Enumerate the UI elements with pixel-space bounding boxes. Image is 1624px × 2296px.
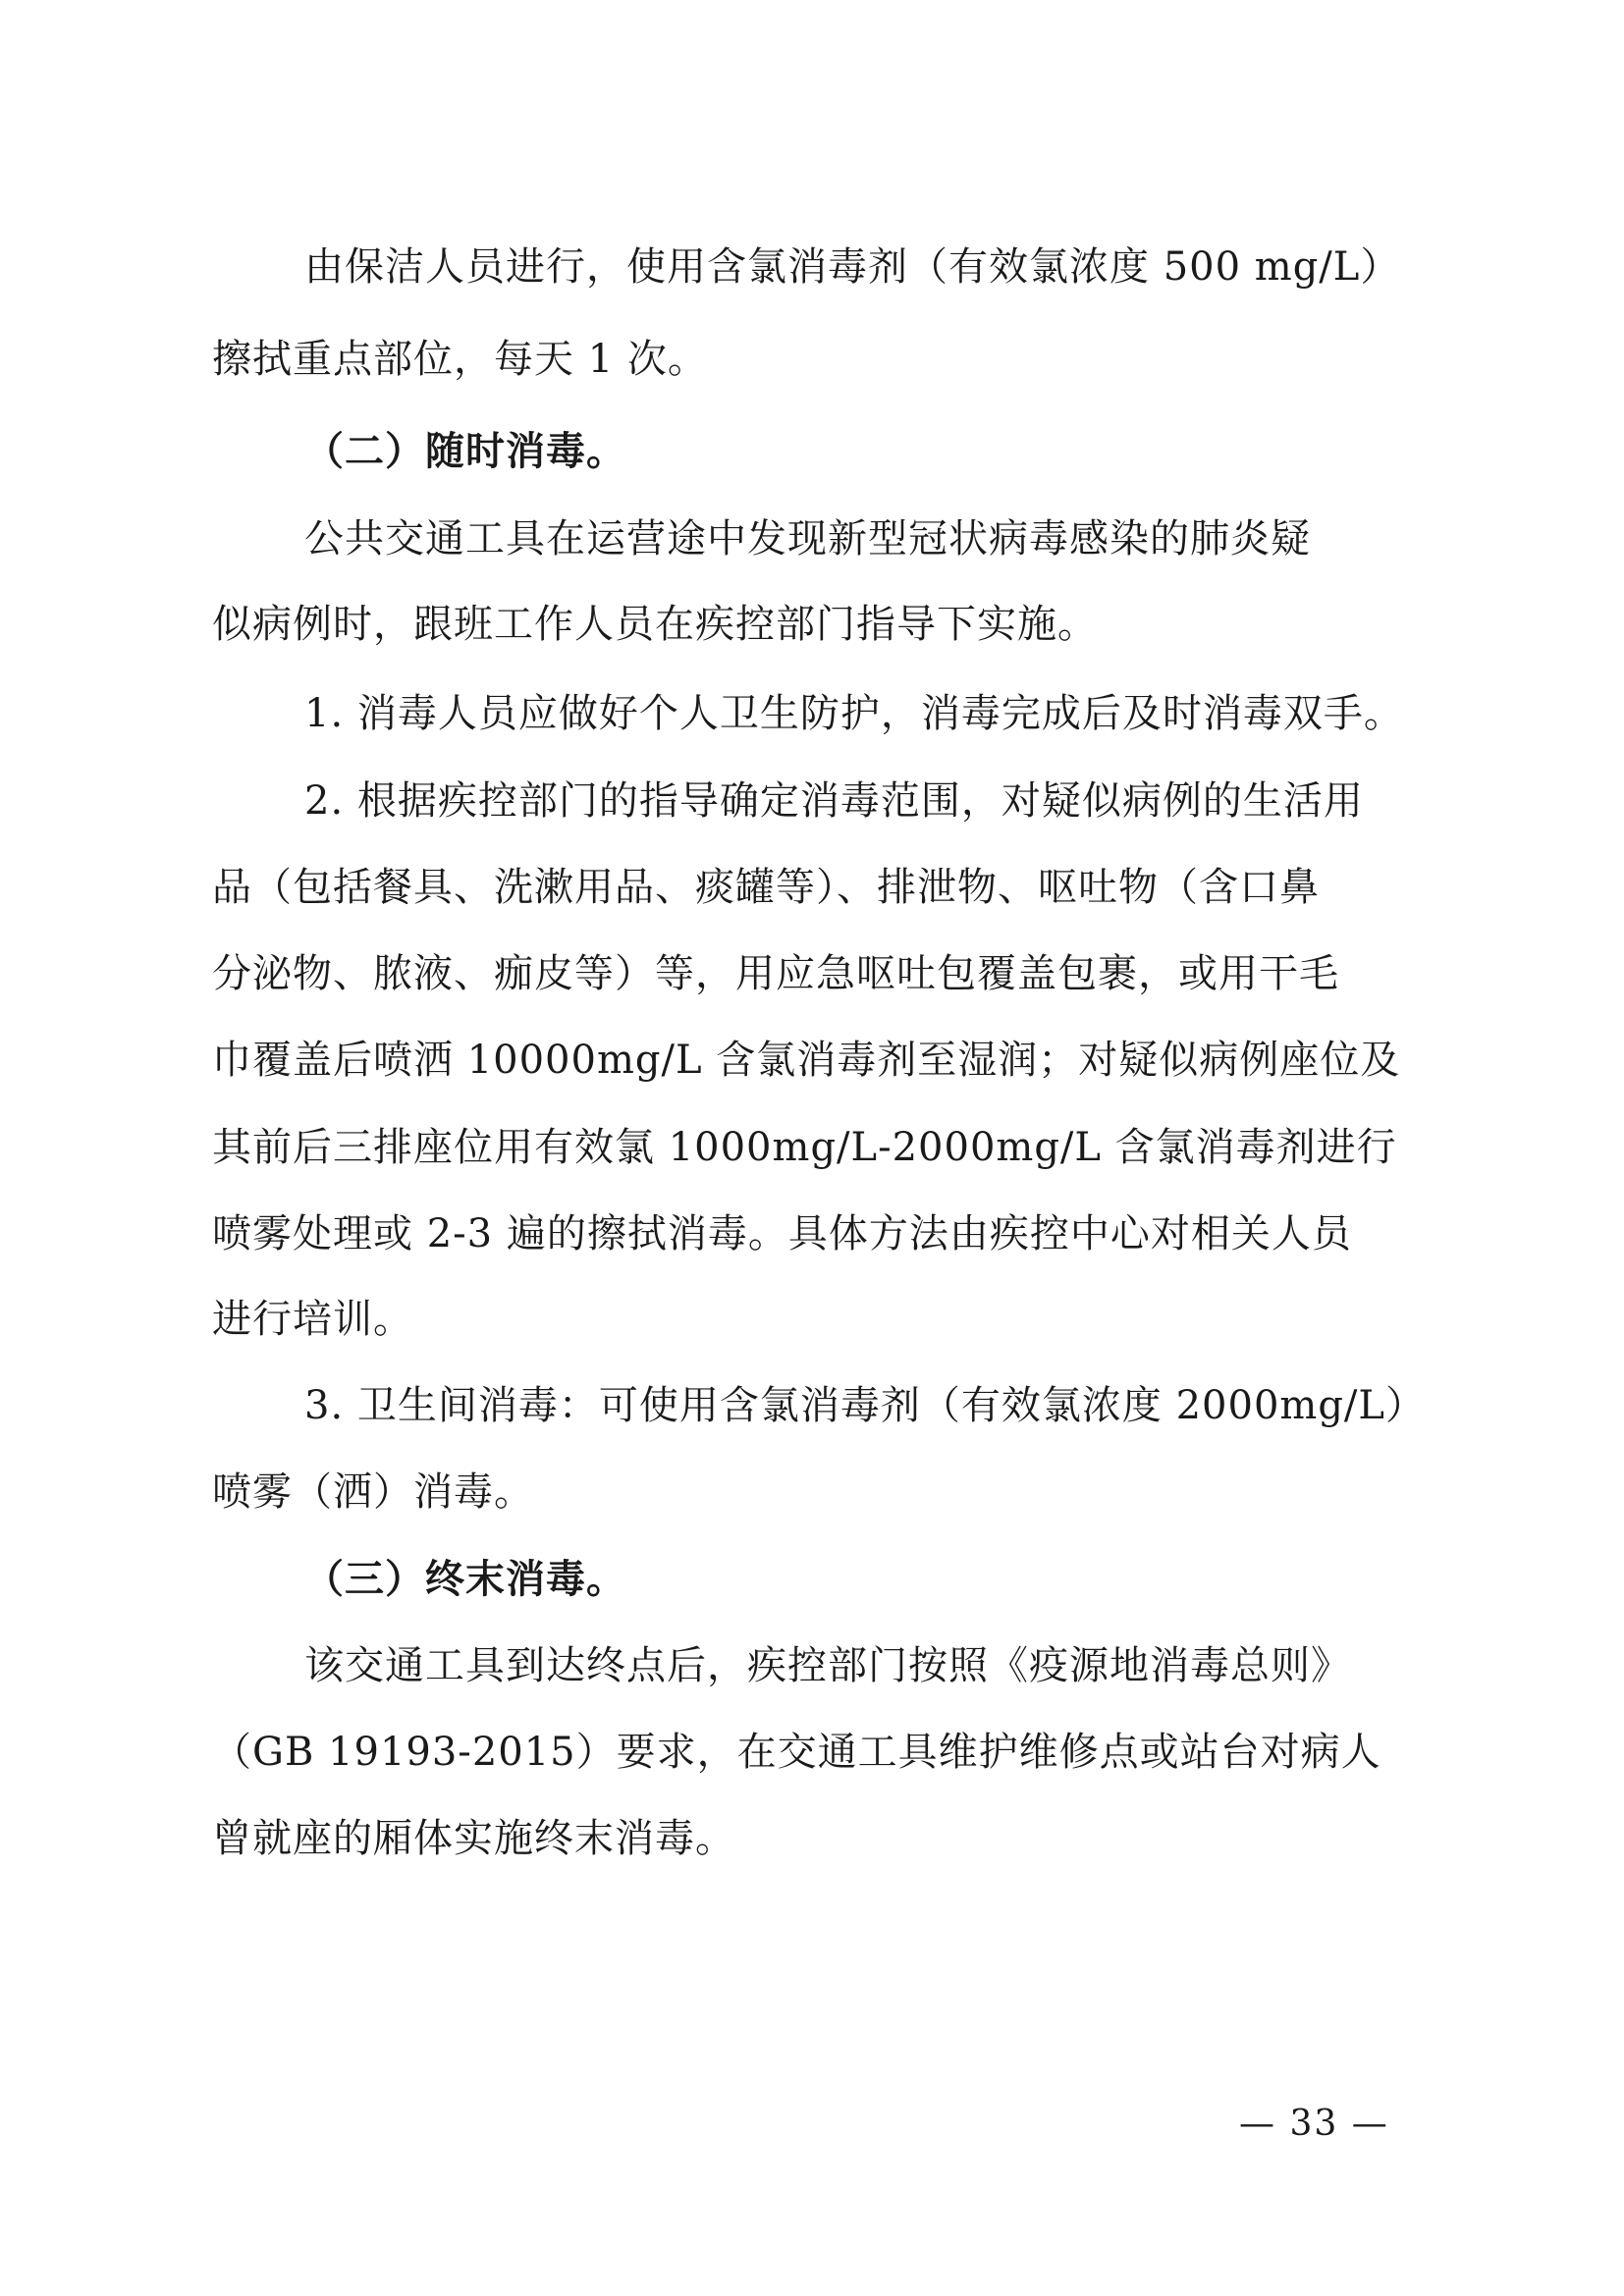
page-number: — 33 — [1239, 2104, 1389, 2144]
paragraph-line: 该交通工具到达终点后，疾控部门按照《疫源地消毒总则》 [304, 1643, 1351, 1688]
paragraph-line: 喷雾处理或 2-3 遍的擦拭消毒。具体方法由疾控中心对相关人员 [212, 1211, 1352, 1256]
section-heading: （三）终末消毒。 [304, 1556, 626, 1602]
paragraph-line: 曾就座的厢体实施终末消毒。 [212, 1816, 735, 1861]
section-heading: （二）随时消毒。 [304, 428, 626, 474]
paragraph-line: 其前后三排座位用有效氯 1000mg/L-2000mg/L 含氯消毒剂进行 [212, 1125, 1397, 1170]
list-item-line: 1. 消毒人员应做好个人卫生防护，消毒完成后及时消毒双手。 [304, 691, 1404, 736]
paragraph-line: 巾覆盖后喷洒 10000mg/L 含氯消毒剂至湿润；对疑似病例座位及 [212, 1038, 1401, 1083]
paragraph-line: （GB 19193-2015）要求，在交通工具维护维修点或站台对病人 [212, 1730, 1381, 1775]
paragraph-line: 由保洁人员进行，使用含氯消毒剂（有效氯浓度 500 mg/L） [304, 244, 1401, 290]
paragraph-line: 品（包括餐具、洗漱用品、痰罐等）、排泄物、呕吐物（含口鼻 [212, 865, 1320, 910]
paragraph-line: 公共交通工具在运营途中发现新型冠状病毒感染的肺炎疑 [304, 516, 1311, 561]
paragraph-line: 擦拭重点部位，每天 1 次。 [212, 337, 708, 382]
list-item-line: 3. 卫生间消毒：可使用含氯消毒剂（有效氯浓度 2000mg/L） [304, 1383, 1426, 1428]
list-item-line: 2. 根据疾控部门的指导确定消毒范围，对疑似病例的生活用 [304, 778, 1364, 824]
paragraph-line: 喷雾（洒）消毒。 [212, 1469, 534, 1515]
paragraph-line: 分泌物、脓液、痂皮等）等，用应急呕吐包覆盖包裹，或用干毛 [212, 951, 1339, 996]
paragraph-line: 似病例时，跟班工作人员在疾控部门指导下实施。 [212, 602, 1098, 647]
paragraph-line: 进行培训。 [212, 1297, 413, 1342]
